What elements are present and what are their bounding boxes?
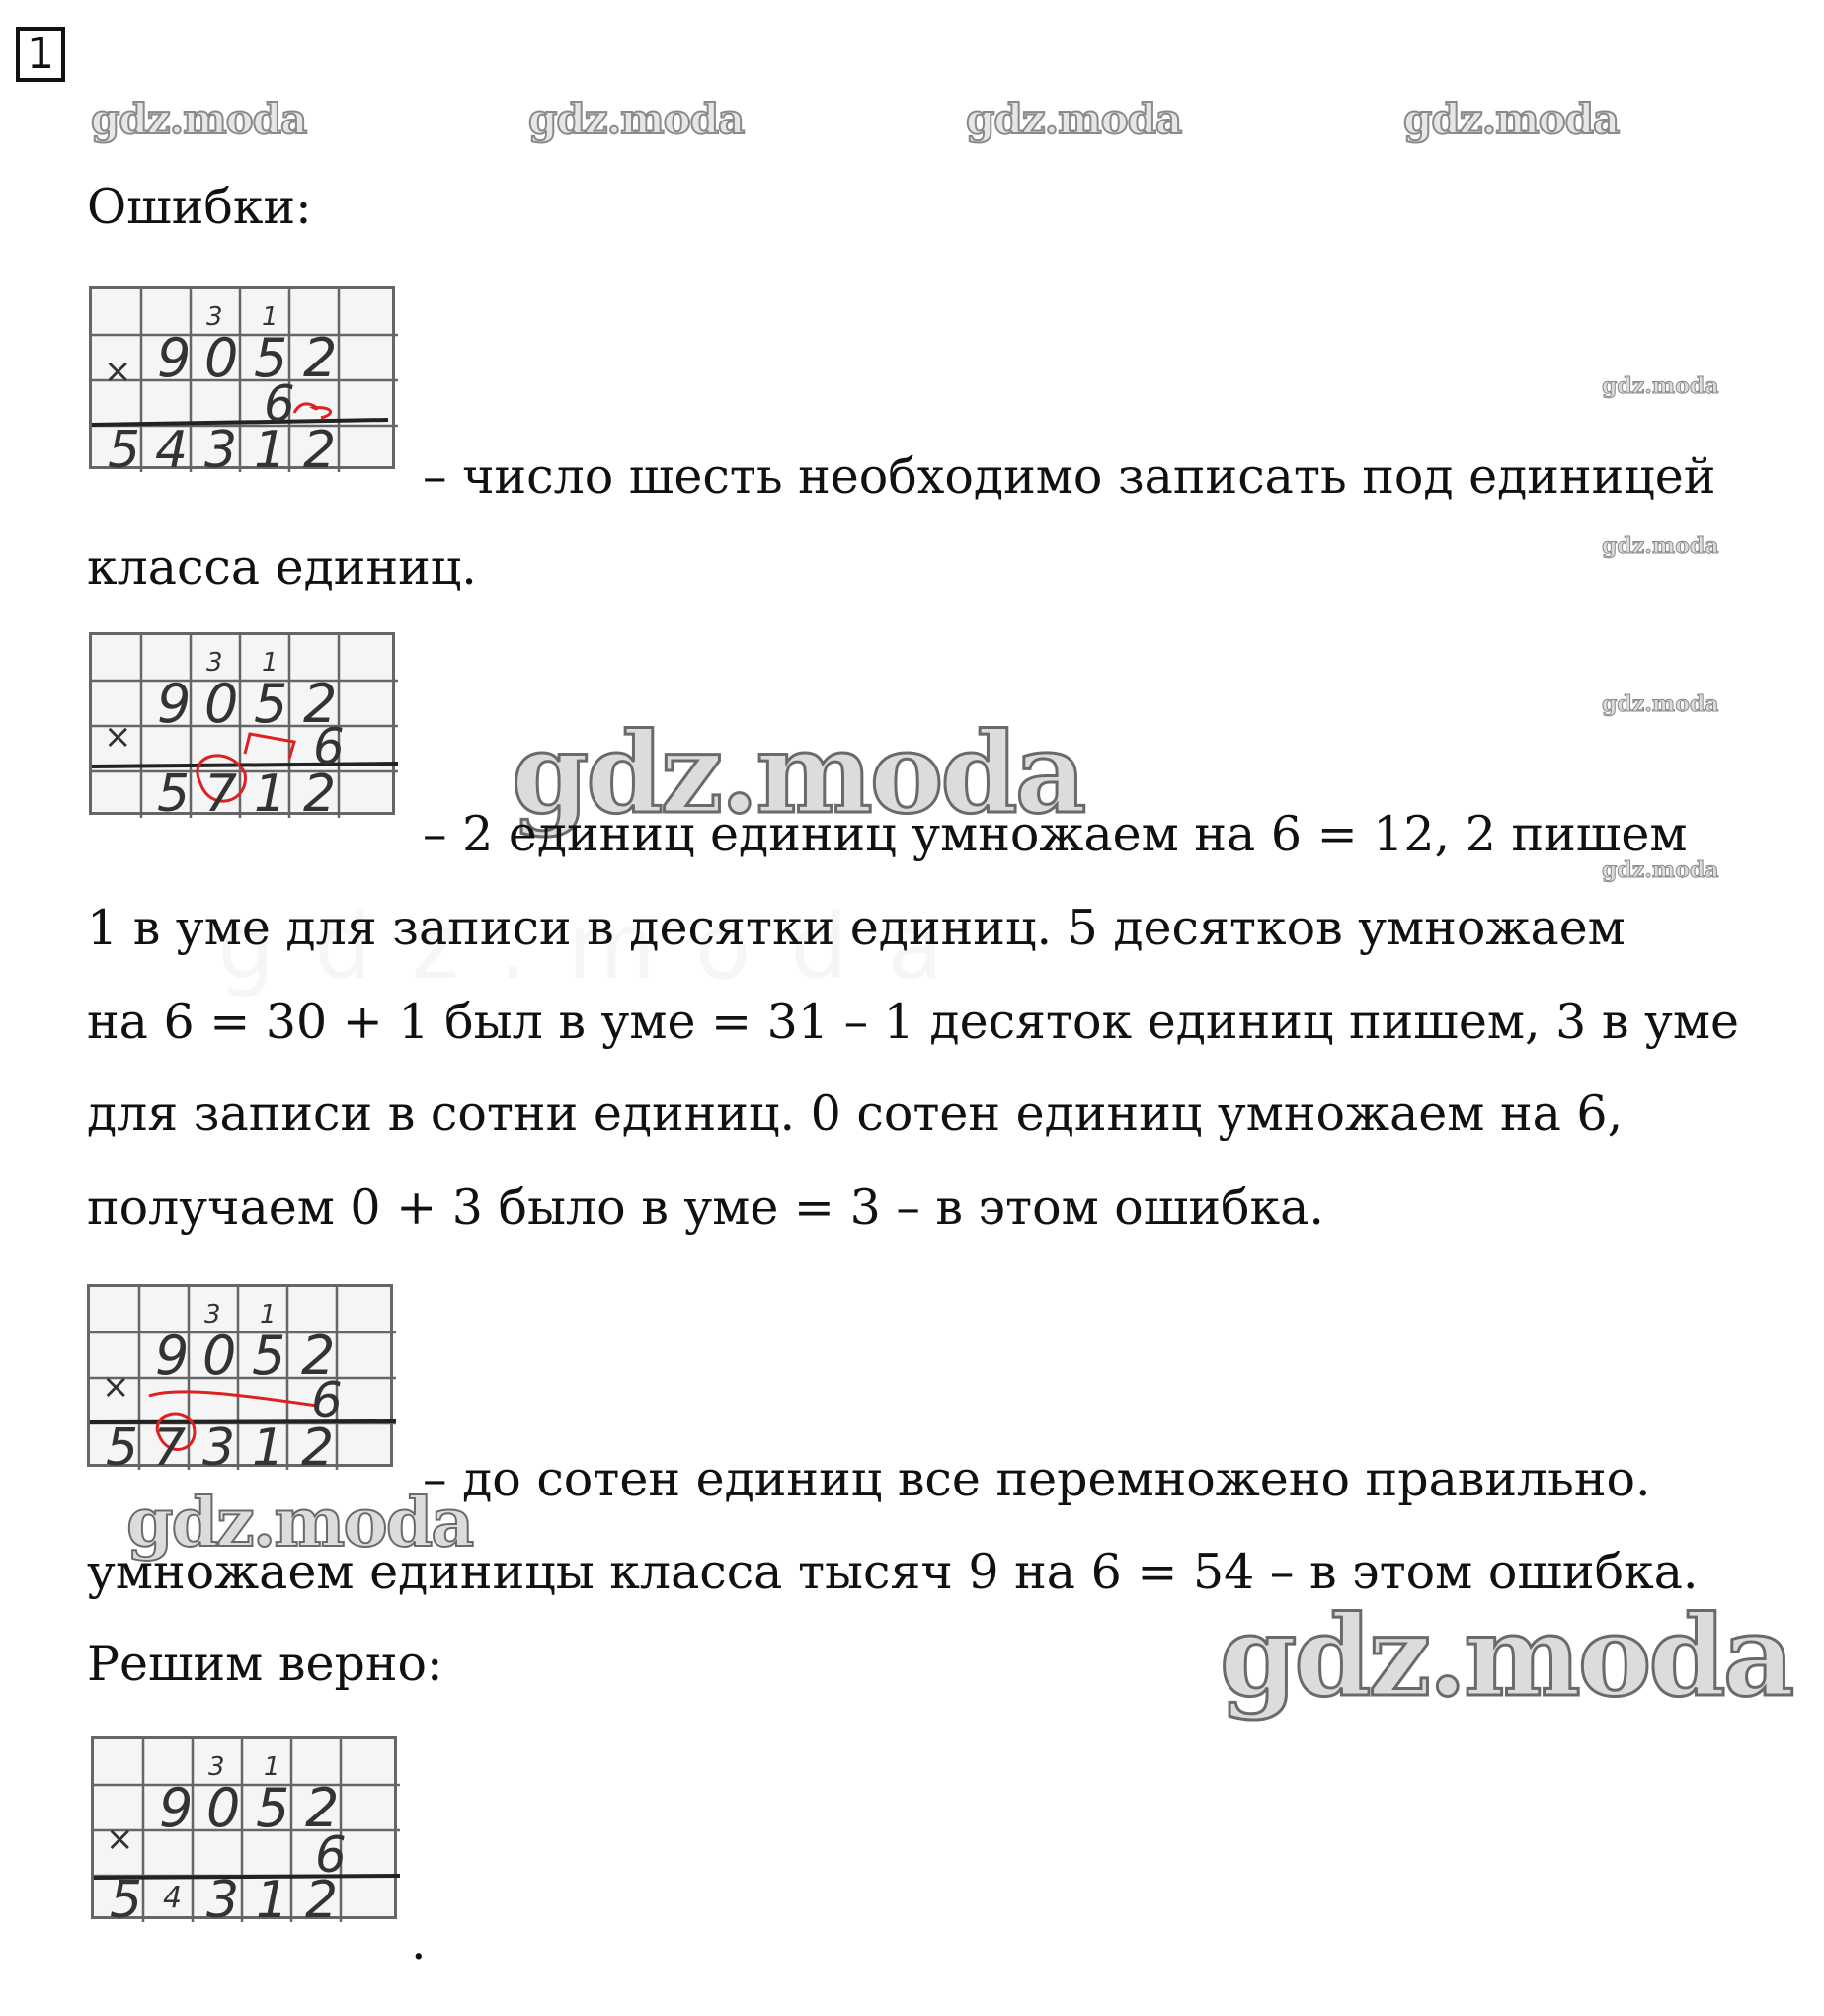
multiplicand-digit: 2: [303, 327, 338, 389]
watermark: gdz.moda: [1602, 857, 1719, 883]
result-digit: 2: [301, 1418, 335, 1470]
multiply-sign: ×: [104, 717, 132, 757]
watermark: gdz.moda: [1403, 95, 1620, 143]
multiplication-grid-1: [89, 286, 395, 472]
multiplicand-digit: 9: [157, 327, 192, 389]
result-digit: 1: [256, 1871, 289, 1922]
text-line: получаем 0 + 3 было в уме = 3 – в этом ошибка.: [87, 1179, 1324, 1236]
result-digit: 7: [153, 1418, 187, 1470]
result-digit: 5: [106, 1418, 139, 1470]
multiplicand-digit: 0: [206, 1777, 241, 1839]
result-digit: 7: [204, 765, 238, 818]
multiplicand-digit: 9: [155, 1325, 190, 1387]
result-digit: 5: [108, 421, 141, 472]
watermark: gdz.moda: [966, 95, 1182, 143]
text-line: класса единиц.: [87, 539, 477, 596]
final-period: .: [411, 1914, 427, 1971]
multiplicand-digit: 5: [256, 1777, 290, 1839]
multiplicand-digit: 5: [254, 327, 288, 389]
result-digit: 5: [157, 765, 191, 818]
text-line: 1 в уме для записи в десятки единиц. 5 десятков умножаем: [87, 900, 1626, 956]
multiplier-digit: 6: [264, 375, 295, 433]
multiply-sign: ×: [106, 1819, 134, 1859]
watermark: gdz.moda: [91, 95, 307, 143]
carry-digit: 3: [206, 302, 223, 332]
result-digit: 3: [206, 1871, 240, 1922]
multiplicand-digit: 5: [252, 1325, 286, 1387]
text-line: – 2 единиц единиц умножаем на 6 = 12, 2 пишем: [423, 806, 1688, 862]
multiplicand-digit: 0: [204, 327, 239, 389]
carry-digit: 1: [262, 302, 278, 332]
text-line: – до сотен единиц все перемножено правильно.: [423, 1451, 1651, 1507]
multiplication-grid-4: [91, 1736, 397, 1922]
result-digit: 3: [204, 421, 238, 472]
carry-digit: 3: [206, 648, 223, 678]
multiplicand-digit: 2: [305, 1777, 340, 1839]
carry-digit: 3: [208, 1752, 225, 1782]
result-digit: 1: [254, 421, 287, 472]
multiplicand-digit: 2: [303, 673, 338, 735]
multiplicand-digit: 0: [202, 1325, 237, 1387]
multiplicand-digit: 0: [204, 673, 239, 735]
carry-digit: 1: [260, 1300, 277, 1330]
multiplicand-digit: 9: [157, 673, 192, 735]
red-line-mark: [149, 1392, 317, 1406]
multiplicand-digit: 9: [159, 1777, 194, 1839]
result-digit: 1: [252, 1418, 285, 1470]
grid-4-drawing: [94, 1739, 400, 1922]
multiply-sign: ×: [104, 352, 132, 391]
task-number: 1: [16, 27, 65, 82]
heading-errors: Ошибки:: [87, 179, 312, 235]
red-correction-mark: [294, 404, 331, 418]
carry-digit: 1: [264, 1752, 280, 1782]
watermark: gdz.moda: [1602, 373, 1719, 399]
watermark: gdz.moda: [1602, 533, 1719, 559]
multiply-sign: ×: [102, 1367, 130, 1407]
text-line: на 6 = 30 + 1 был в уме = 31 – 1 десяток единиц пишем, 3 в уме: [87, 994, 1739, 1050]
multiplier-digit: 6: [313, 718, 345, 775]
text-line: – число шесть необходимо записать под единицей: [423, 448, 1716, 505]
result-digit: 2: [303, 421, 337, 472]
heading-correct: Решим верно:: [87, 1636, 443, 1692]
red-arrow-mark: [245, 734, 294, 759]
multiplication-grid-3: [87, 1284, 393, 1470]
multiplication-grid-2: [89, 632, 395, 818]
carry-digit: 1: [262, 648, 278, 678]
result-digit: 5: [110, 1871, 143, 1922]
watermark: gdz.moda: [1602, 691, 1719, 717]
watermark-medium: gdz.moda: [126, 1484, 473, 1563]
result-digit: 2: [303, 765, 337, 818]
result-digit-small: 4: [163, 1881, 183, 1915]
result-digit: 4: [155, 421, 189, 472]
multiplier-digit: 6: [311, 1372, 343, 1429]
result-digit: 2: [305, 1871, 339, 1922]
multiplicand-digit: 5: [254, 673, 288, 735]
text-line: умножаем единицы класса тысяч 9 на 6 = 54 – в этом ошибка.: [87, 1544, 1699, 1600]
text-line: для записи в сотни единиц. 0 сотен единиц умножаем на 6,: [87, 1086, 1624, 1142]
multiplicand-digit: 2: [301, 1325, 336, 1387]
multiplier-digit: 6: [315, 1826, 347, 1884]
carry-digit: 3: [204, 1300, 221, 1330]
watermark-large: gdz.moda: [512, 709, 1084, 839]
result-digit: 1: [254, 765, 287, 818]
grid-3-drawing: [90, 1287, 396, 1470]
grid-2-drawing: [92, 635, 398, 818]
watermark: gdz.moda: [528, 95, 745, 143]
watermark-large: gdz.moda: [1220, 1592, 1792, 1722]
grid-1-drawing: [92, 289, 398, 472]
result-digit: 3: [202, 1418, 236, 1470]
